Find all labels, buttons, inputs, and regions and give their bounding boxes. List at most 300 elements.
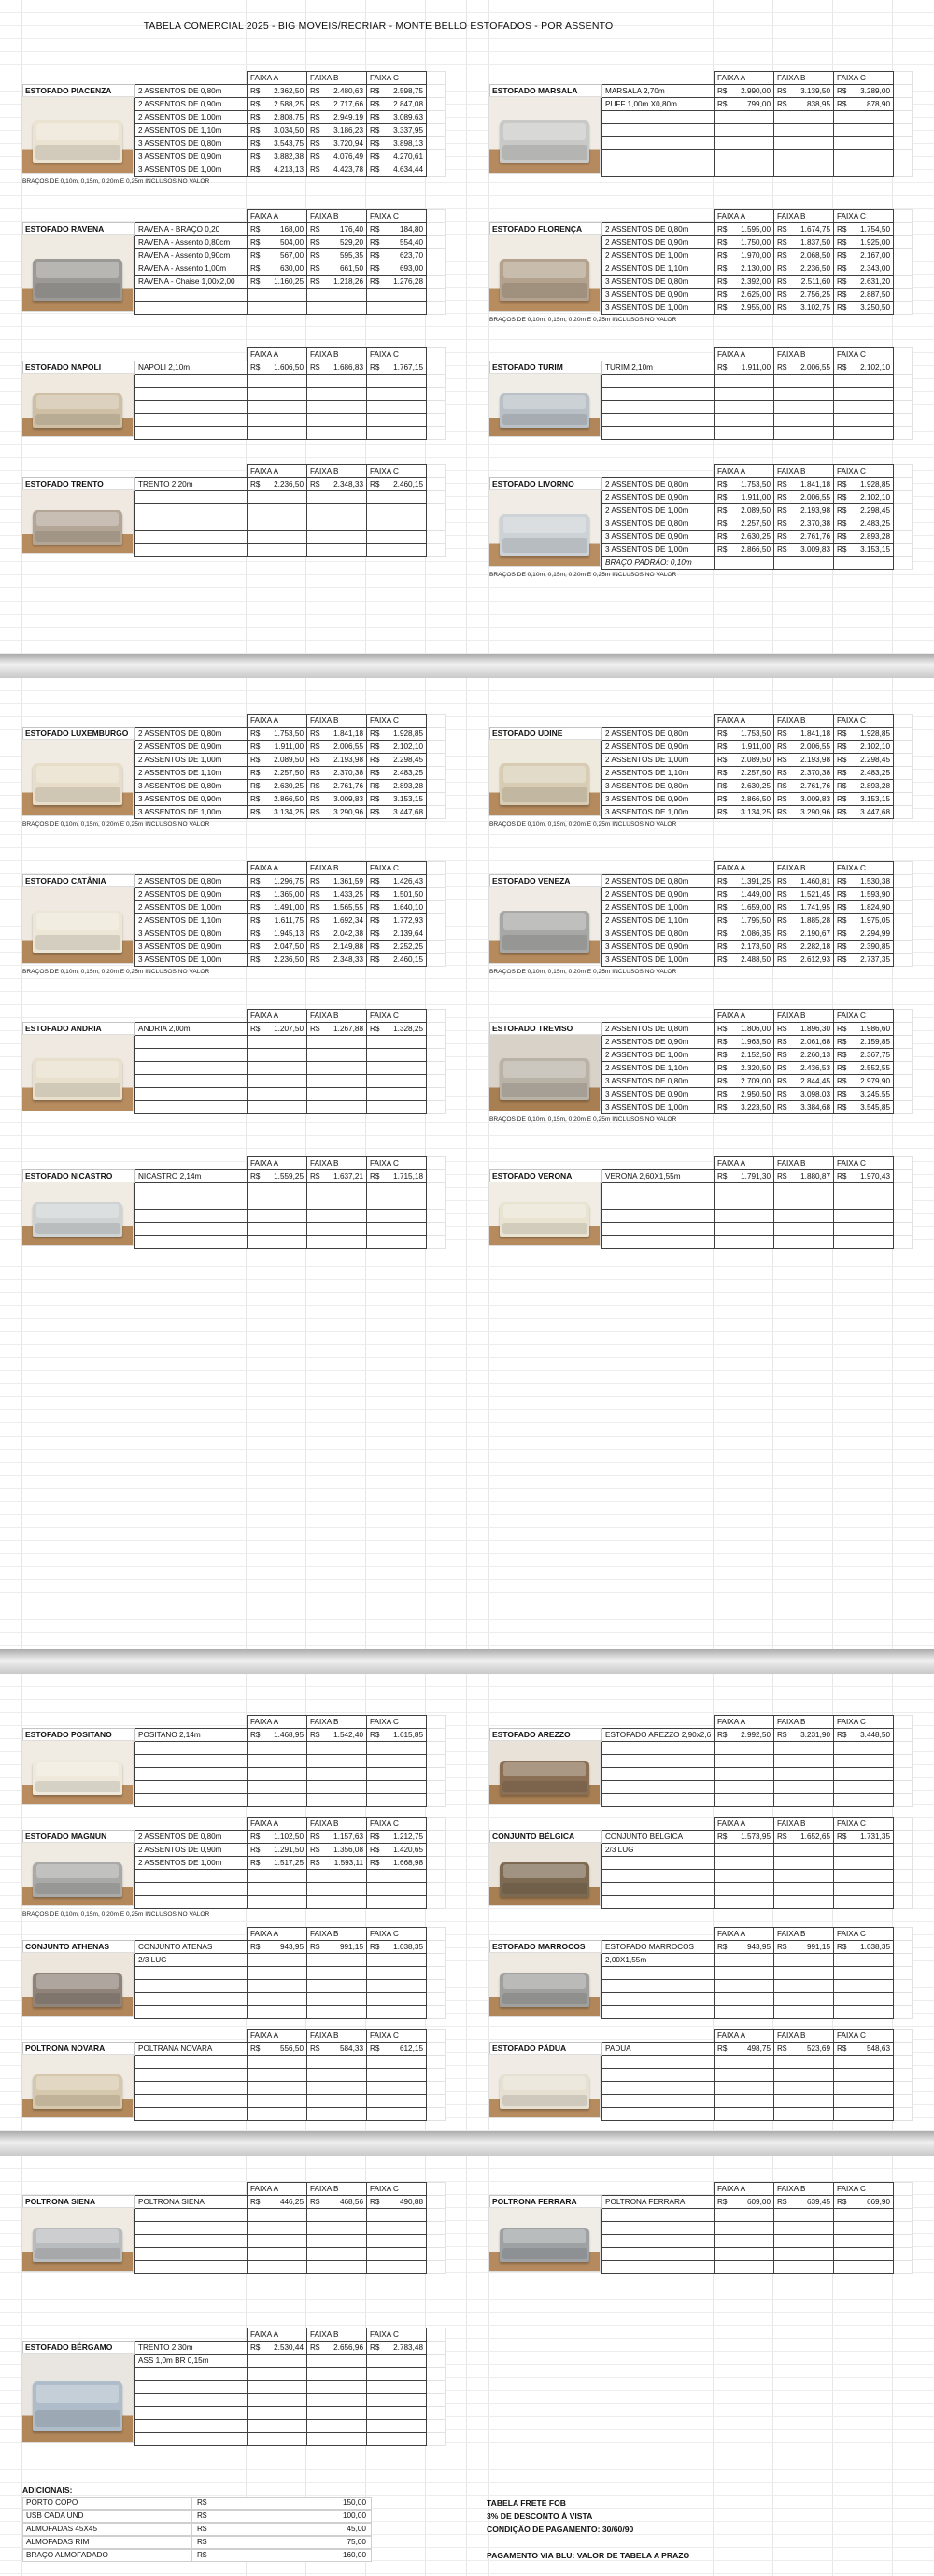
empty-cell [248, 1870, 307, 1883]
block-row [0, 1715, 934, 1807]
price-value: 1.911,00 [741, 743, 771, 751]
grid-cell [427, 793, 446, 806]
currency-symbol: R$ [777, 808, 787, 816]
empty-cell [135, 375, 248, 388]
currency-symbol: R$ [310, 100, 320, 108]
price-cell [715, 927, 774, 941]
price-value: 2.086,35 [741, 929, 771, 938]
price-value: 2.236,50 [274, 955, 304, 964]
currency-symbol: R$ [837, 743, 847, 751]
currency-symbol: R$ [310, 1172, 320, 1181]
spacer-cell [135, 2030, 248, 2043]
page-2 [0, 678, 934, 1649]
currency-symbol: R$ [250, 743, 261, 751]
price-cell [307, 1831, 367, 1844]
currency-symbol: R$ [717, 729, 728, 738]
grid-cell [427, 1755, 446, 1768]
price-value: 2.159,85 [860, 1038, 890, 1046]
price-value: 1.791,30 [741, 1172, 771, 1181]
empty-cell [602, 163, 715, 177]
empty-cell [602, 2056, 715, 2069]
price-cell [774, 517, 834, 531]
currency-symbol: R$ [310, 264, 320, 273]
empty-cell [774, 2069, 834, 2082]
price-cell [715, 249, 774, 262]
currency-symbol: R$ [250, 264, 261, 273]
price-cell-content [248, 1844, 306, 1856]
price-cell [367, 276, 427, 289]
price-cell-content [834, 1062, 893, 1074]
product-name-cell: ESTOFADO ANDRIA [23, 1023, 135, 1036]
description-cell: NICASTRO 2,14m [135, 1170, 248, 1183]
currency-symbol: R$ [777, 545, 787, 554]
empty-cell [602, 1742, 715, 1755]
price-cell [248, 249, 307, 262]
empty-cell [135, 1049, 248, 1062]
price-value: 3.384,68 [800, 1103, 830, 1111]
price-cell [367, 875, 427, 888]
column-right [467, 2029, 934, 2121]
currency-symbol: R$ [250, 152, 261, 161]
faixa-header: FAIXA A [248, 465, 307, 478]
faixa-header: FAIXA C [367, 2030, 427, 2043]
price-cell-content [367, 1831, 426, 1843]
faixa-header: FAIXA C [367, 1818, 427, 1831]
product-block [22, 464, 445, 557]
adicional-label: USB CADA UND [22, 2510, 192, 2523]
price-cell [307, 262, 367, 276]
spacer-cell [602, 1818, 715, 1831]
price-cell-content [248, 150, 306, 163]
currency-symbol: R$ [717, 1833, 728, 1841]
empty-cell [367, 1223, 427, 1236]
description-cell: 2 ASSENTOS DE 0,80m [135, 85, 248, 98]
product-block [489, 1817, 912, 1909]
price-cell [367, 2043, 427, 2056]
empty-cell [602, 2069, 715, 2082]
currency-symbol: R$ [717, 1064, 728, 1072]
empty-cell [367, 1049, 427, 1062]
empty-cell [248, 1196, 307, 1210]
price-cell-content [715, 2043, 773, 2055]
grid-cell [894, 2030, 913, 2043]
grid-cell [894, 1729, 913, 1742]
empty-cell [367, 2261, 427, 2274]
faixa-header: FAIXA B [774, 862, 834, 875]
empty-cell [602, 1781, 715, 1794]
empty-cell [367, 2235, 427, 2248]
grid-cell [427, 2082, 446, 2095]
grid-cell [427, 137, 446, 150]
column-right [467, 2182, 934, 2274]
price-cell [248, 780, 307, 793]
currency-symbol: R$ [370, 955, 380, 964]
price-cell-content [774, 2043, 833, 2055]
currency-symbol: R$ [717, 955, 728, 964]
price-value: 176,40 [339, 225, 363, 234]
empty-cell [834, 2006, 894, 2019]
price-cell [834, 728, 894, 741]
sofa-shape [33, 259, 123, 301]
grid-cell [427, 1768, 446, 1781]
price-cell [834, 223, 894, 236]
currency-symbol: R$ [370, 2198, 380, 2206]
price-value: 1.753,50 [741, 480, 771, 488]
description-cell: ESTOFADO MARROCOS [602, 1941, 715, 1954]
spacer-cell [135, 210, 248, 223]
price-cell-content [248, 767, 306, 779]
empty-cell [834, 1870, 894, 1883]
grid-cell [427, 941, 446, 954]
empty-cell [367, 1075, 427, 1088]
currency-symbol: R$ [777, 942, 787, 951]
column-left [0, 347, 467, 440]
description-cell: 3 ASSENTOS DE 0,80m [602, 780, 715, 793]
adicional-item [22, 2497, 396, 2510]
currency-symbol: R$ [717, 493, 728, 502]
sofa-shape [33, 393, 123, 429]
empty-cell [367, 1062, 427, 1075]
price-cell [834, 767, 894, 780]
price-cell-content [715, 262, 773, 275]
price-value: 2.893,28 [393, 782, 423, 790]
price-cell [774, 1831, 834, 1844]
description-cell: ANDRIA 2,00m [135, 1023, 248, 1036]
product-photo [489, 2055, 600, 2117]
empty-cell [367, 2433, 427, 2446]
price-value: 548,63 [866, 2045, 890, 2053]
grid-cell [427, 2433, 446, 2446]
grid-cell [427, 517, 446, 531]
price-value: 661,50 [339, 264, 363, 273]
price-cell-content [307, 85, 366, 97]
price-value: 623,70 [399, 251, 423, 260]
currency-symbol: R$ [717, 2045, 728, 2053]
grid-cell [427, 927, 446, 941]
price-cell [715, 1954, 774, 1967]
description-cell: 3 ASSENTOS DE 0,80m [135, 927, 248, 941]
currency-symbol: R$ [310, 1731, 320, 1739]
price-cell [715, 780, 774, 793]
currency-symbol: R$ [837, 304, 847, 312]
empty-cell [774, 2056, 834, 2069]
price-cell [834, 249, 894, 262]
spacer-cell [135, 465, 248, 478]
price-cell [834, 557, 894, 570]
description-cell: 3 ASSENTOS DE 1,00m [135, 806, 248, 819]
price-value: 529,20 [339, 238, 363, 247]
price-cell-content [367, 1941, 426, 1953]
currency-symbol: R$ [717, 916, 728, 925]
currency-symbol: R$ [310, 2343, 320, 2352]
product-block [22, 209, 445, 315]
grid-cell [427, 2209, 446, 2222]
currency-symbol: R$ [250, 2045, 261, 2053]
product-block [489, 1927, 912, 2019]
empty-cell [248, 289, 307, 302]
currency-symbol: R$ [310, 1943, 320, 1951]
grid-cell [894, 491, 913, 504]
description-cell: 2 ASSENTOS DE 0,90m [602, 491, 715, 504]
empty-cell [774, 1755, 834, 1768]
price-cell-content [834, 223, 893, 235]
faixa-header: FAIXA A [715, 2183, 774, 2196]
product-block [22, 347, 445, 440]
currency-symbol: R$ [837, 100, 847, 108]
price-cell-content [248, 98, 306, 110]
price-cell [715, 806, 774, 819]
price-cell [774, 491, 834, 504]
empty-cell [248, 517, 307, 531]
price-cell [248, 2196, 307, 2209]
price-cell-content [834, 1941, 893, 1953]
adicional-value: 100,00 [342, 2512, 366, 2520]
currency-symbol: R$ [777, 929, 787, 938]
price-cell-content [834, 1729, 893, 1741]
price-cell [834, 504, 894, 517]
price-cell-content [307, 150, 366, 163]
price-cell [774, 2196, 834, 2209]
empty-cell [307, 1196, 367, 1210]
price-cell-content [367, 236, 426, 248]
grid-cell [427, 1980, 446, 1993]
empty-cell [135, 1075, 248, 1088]
price-cell [774, 1049, 834, 1062]
faixa-header: FAIXA B [307, 862, 367, 875]
price-value: 2.783,48 [393, 2343, 423, 2352]
price-cell-content [774, 262, 833, 275]
grid-cell [427, 806, 446, 819]
empty-cell [135, 1236, 248, 1249]
currency-symbol: R$ [717, 545, 728, 554]
adicional-label: ALMOFADAS 45X45 [22, 2523, 192, 2536]
empty-cell [307, 2235, 367, 2248]
empty-cell [715, 1210, 774, 1223]
price-cell [248, 124, 307, 137]
spacer-cell [135, 1157, 248, 1170]
price-cell [715, 1170, 774, 1183]
currency-symbol: R$ [777, 1103, 787, 1111]
page-3 [0, 1674, 934, 2131]
description-cell: 2 ASSENTOS DE 0,90m [602, 888, 715, 901]
grid-cell [894, 754, 913, 767]
price-value: 2.979,90 [860, 1077, 890, 1085]
price-value: 1.715,18 [393, 1172, 423, 1181]
spacer-cell [135, 2328, 248, 2342]
empty-cell [602, 1768, 715, 1781]
price-cell [834, 1101, 894, 1114]
price-value: 2.990,00 [741, 87, 771, 95]
price-value: 2.756,25 [800, 290, 830, 299]
price-cell [367, 728, 427, 741]
price-cell [367, 1954, 427, 1967]
price-cell [307, 249, 367, 262]
price-cell-content [715, 302, 773, 314]
currency-symbol: R$ [717, 1090, 728, 1098]
currency-symbol: R$ [250, 877, 261, 885]
grid-cell [894, 862, 913, 875]
product-photo [22, 887, 133, 963]
faixa-header: FAIXA A [248, 1818, 307, 1831]
empty-cell [367, 1781, 427, 1794]
faixa-header: FAIXA B [307, 715, 367, 728]
description-cell: 2 ASSENTOS DE 1,10m [135, 124, 248, 137]
page-break-bar [0, 654, 934, 678]
empty-cell [774, 1857, 834, 1870]
price-cell [834, 2196, 894, 2209]
faixa-header: FAIXA C [834, 715, 894, 728]
empty-cell [135, 302, 248, 315]
currency-symbol: R$ [837, 545, 847, 554]
grid-cell [894, 2235, 913, 2248]
price-cell-content [834, 1170, 893, 1182]
empty-cell [774, 150, 834, 163]
price-cell [367, 767, 427, 780]
empty-cell [367, 2095, 427, 2108]
empty-cell [307, 1062, 367, 1075]
faixa-header: FAIXA A [715, 2030, 774, 2043]
faixa-header: FAIXA C [834, 1716, 894, 1729]
price-cell [248, 888, 307, 901]
price-cell-content [367, 927, 426, 940]
price-cell-content [307, 901, 366, 913]
sofa-shape [500, 1202, 590, 1238]
grid-cell [427, 2381, 446, 2394]
description-cell: RAVENA - BRAÇO 0,20 [135, 223, 248, 236]
empty-cell [834, 150, 894, 163]
price-value: 612,15 [399, 2045, 423, 2053]
price-cell-content [834, 741, 893, 753]
empty-cell [307, 1883, 367, 1896]
faixa-header: FAIXA C [367, 72, 427, 85]
currency-symbol: R$ [370, 87, 380, 95]
grid-cell [894, 1223, 913, 1236]
faixa-header: FAIXA B [774, 2183, 834, 2196]
price-value: 1.426,43 [393, 877, 423, 885]
price-cell-content [307, 2043, 366, 2055]
description-cell: 2 ASSENTOS DE 1,00m [602, 754, 715, 767]
currency-symbol: R$ [717, 2198, 728, 2206]
price-value: 2.893,28 [860, 782, 890, 790]
empty-cell [135, 289, 248, 302]
currency-symbol: R$ [310, 1859, 320, 1867]
price-value: 2.598,75 [393, 87, 423, 95]
empty-cell [774, 1967, 834, 1980]
price-cell [715, 531, 774, 544]
empty-cell [307, 2433, 367, 2446]
empty-cell [135, 491, 248, 504]
empty-cell [135, 2248, 248, 2261]
price-value: 2.193,98 [800, 506, 830, 515]
empty-cell [367, 2368, 427, 2381]
grid-cell [427, 1236, 446, 1249]
price-cell [307, 1844, 367, 1857]
grid-cell [427, 262, 446, 276]
product-name-cell: ESTOFADO PÁDUA [490, 2043, 602, 2056]
faixa-header: FAIXA B [307, 1716, 367, 1729]
column-left [0, 464, 467, 578]
price-cell-content [248, 754, 306, 766]
product-photo [489, 1741, 600, 1804]
currency-symbol: R$ [777, 519, 787, 528]
price-value: 2.866,50 [274, 795, 304, 803]
price-value: 2.042,38 [333, 929, 363, 938]
currency-symbol: R$ [777, 795, 787, 803]
faixa-header: FAIXA C [834, 1010, 894, 1023]
empty-cell [248, 1088, 307, 1101]
product-photo [489, 1843, 600, 1905]
currency-symbol: R$ [717, 1943, 728, 1951]
adicional-value: 150,00 [342, 2498, 366, 2507]
price-value: 2.761,76 [333, 782, 363, 790]
currency-symbol: R$ [837, 2045, 847, 2053]
grid-cell [427, 2006, 446, 2019]
empty-cell [248, 2082, 307, 2095]
currency-symbol: R$ [837, 756, 847, 764]
price-cell [248, 806, 307, 819]
description-cell: POLTRONA FERRARA [602, 2196, 715, 2209]
price-cell-content [307, 927, 366, 940]
price-cell [715, 1023, 774, 1036]
currency-symbol: R$ [310, 152, 320, 161]
price-cell-content [367, 780, 426, 792]
block-row [0, 1927, 934, 2019]
grid-cell [894, 2261, 913, 2274]
price-cell [367, 150, 427, 163]
faixa-header: FAIXA A [715, 1157, 774, 1170]
price-cell [307, 163, 367, 177]
price-cell [307, 875, 367, 888]
price-value: 1.772,93 [393, 916, 423, 925]
currency-symbol: R$ [837, 808, 847, 816]
grid-cell [427, 72, 446, 85]
grid-cell [894, 875, 913, 888]
price-cell-content [248, 901, 306, 913]
price-cell [715, 544, 774, 557]
price-cell-content [774, 276, 833, 288]
price-value: 1.521,45 [800, 890, 830, 899]
currency-symbol: R$ [250, 139, 261, 148]
price-value: 504,00 [279, 238, 304, 247]
price-cell-content [715, 1729, 773, 1741]
price-value: 2.193,98 [333, 756, 363, 764]
price-cell-content [367, 1023, 426, 1035]
currency-symbol: R$ [197, 2498, 207, 2507]
price-cell-content [715, 941, 773, 953]
price-cell-content [715, 1831, 773, 1843]
price-value: 1.750,00 [741, 238, 771, 247]
spacer-cell [135, 1818, 248, 1831]
spacer-cell [490, 1818, 602, 1831]
price-cell [774, 236, 834, 249]
price-value: 2.367,75 [860, 1051, 890, 1059]
faixa-header: FAIXA C [834, 210, 894, 223]
price-value: 2.320,50 [741, 1064, 771, 1072]
empty-cell [367, 2222, 427, 2235]
currency-symbol: R$ [777, 2045, 787, 2053]
grid-cell [894, 137, 913, 150]
price-value: 1.356,08 [333, 1846, 363, 1854]
grid-cell [427, 1883, 446, 1896]
grid-cell [894, 388, 913, 401]
currency-symbol: R$ [777, 238, 787, 247]
price-cell [715, 557, 774, 570]
empty-cell [715, 2006, 774, 2019]
currency-symbol: R$ [250, 1859, 261, 1867]
price-cell [307, 927, 367, 941]
price-cell [248, 361, 307, 375]
price-value: 2.006,55 [333, 743, 363, 751]
